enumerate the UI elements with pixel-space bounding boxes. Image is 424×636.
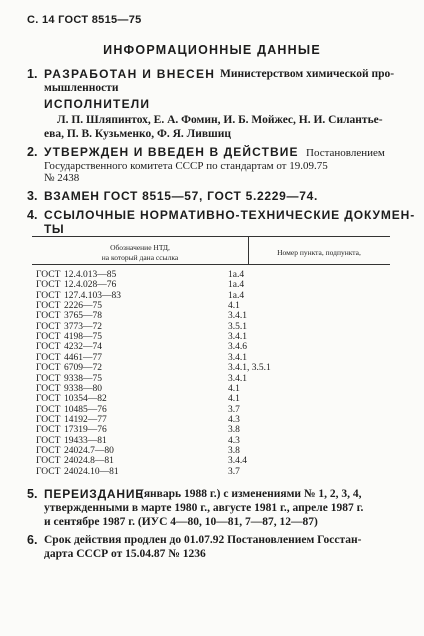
table-cell-number: 2226—75 <box>64 301 102 312</box>
table-row <box>32 301 390 311</box>
table-row <box>32 363 390 373</box>
table-cell-number: 24024.10—81 <box>64 466 119 477</box>
table-cell-gost: ГОСТ <box>36 394 61 405</box>
table-cell-gost: ГОСТ <box>36 311 61 322</box>
executors-caption: ИСПОЛНИТЕЛИ <box>44 97 151 111</box>
section-3-number: 3. <box>27 189 38 203</box>
table-row <box>32 415 390 425</box>
table-cell-point: 3.4.6 <box>228 342 247 353</box>
table-header-col1-line1: Обозначение НТД, <box>110 243 170 252</box>
section-1-text-line1: Министерством химической про- <box>220 68 395 80</box>
executors-line2: ева, П. В. Кузьменко, Ф. Я. Лившиц <box>44 128 232 140</box>
section-6-line2: дарта СССР от 15.04.87 № 1236 <box>44 548 206 560</box>
table-row <box>32 374 390 384</box>
section-4-caption-line1: ССЫЛОЧНЫЕ НОРМАТИВНО-ТЕХНИЧЕСКИЕ ДОКУМЕН- <box>44 208 416 222</box>
table-cell-point: 3.8 <box>228 425 240 436</box>
table-cell-gost: ГОСТ <box>36 414 61 425</box>
section-2-caption: УТВЕРЖДЕН И ВВЕДЕН В ДЕЙСТВИЕ <box>44 145 299 159</box>
table-cell-gost: ГОСТ <box>36 404 61 415</box>
table-row <box>32 291 390 301</box>
table-cell-gost: ГОСТ <box>36 290 61 301</box>
table-cell-number: 24024.7—80 <box>64 445 114 456</box>
table-row <box>32 394 390 404</box>
table-row <box>32 332 390 342</box>
table-cell-point: 3.4.1 <box>228 311 247 322</box>
table-cell-point: 3.4.1 <box>228 352 247 363</box>
table-cell-number: 19433—81 <box>64 435 107 446</box>
table-cell-gost: ГОСТ <box>36 425 61 436</box>
table-cell-number: 4232—74 <box>64 342 102 353</box>
section-5-line1: (январь 1988 г.) с изменениями № 1, 2, 3, 4, <box>140 488 362 500</box>
table-cell-point: 4.3 <box>228 435 240 446</box>
table-row <box>32 405 390 415</box>
table-header-col1-line2: на который дана ссылка <box>101 253 179 262</box>
table-cell-point: 3.7 <box>228 404 240 415</box>
table-cell-point: 3.5.1 <box>228 321 247 332</box>
table-cell-number: 6709—72 <box>64 363 102 374</box>
table-cell-point: 3.4.4 <box>228 456 247 467</box>
table-cell-number: 4461—77 <box>64 352 102 363</box>
section-2-number: 2. <box>27 145 38 159</box>
table-cell-gost: ГОСТ <box>36 456 61 467</box>
table-cell-gost: ГОСТ <box>36 383 61 394</box>
section-1-number: 1. <box>27 67 38 81</box>
table-cell-gost: ГОСТ <box>36 321 61 332</box>
table-cell-point: 3.8 <box>228 445 240 456</box>
table-cell-gost: ГОСТ <box>36 445 61 456</box>
table-cell-number: 127.4.103—83 <box>64 290 121 301</box>
table-cell-point: 1а.4 <box>228 280 245 291</box>
table-cell-point: 3.4.1 <box>228 373 247 384</box>
table-cell-gost: ГОСТ <box>36 270 61 280</box>
table-cell-number: 9338—75 <box>64 373 102 384</box>
table-cell-point: 4.1 <box>228 383 240 394</box>
table-row <box>32 467 390 477</box>
table-cell-point: 4.1 <box>228 394 240 405</box>
table-header-col2: Номер пункта, подпункта, <box>277 248 361 257</box>
section-2-text-line2: Государственного комитета СССР по стандартам от 19.09.75 <box>44 160 328 172</box>
section-6-line1: Срок действия продлен до 01.07.92 Постановлением Госстан- <box>44 534 362 546</box>
table-row <box>32 456 390 466</box>
table-cell-gost: ГОСТ <box>36 280 61 291</box>
table-cell-number: 10354—82 <box>64 394 107 405</box>
table-row <box>32 322 390 332</box>
table-cell-number: 9338—80 <box>64 383 102 394</box>
table-cell-gost: ГОСТ <box>36 435 61 446</box>
table-cell-gost: ГОСТ <box>36 301 61 312</box>
section-2-text-line1: Постановлением <box>306 147 385 159</box>
section-6-number: 6. <box>27 533 38 547</box>
table-top-rule <box>32 236 390 237</box>
table-cell-gost: ГОСТ <box>36 332 61 343</box>
table-cell-point: 3.4.1 <box>228 332 247 343</box>
table-cell-number: 24024.8—81 <box>64 456 114 467</box>
table-cell-gost: ГОСТ <box>36 342 61 353</box>
section-3-caption: ВЗАМЕН ГОСТ 8515—57, ГОСТ 5.2229—74. <box>44 189 319 203</box>
section-1-caption: РАЗРАБОТАН И ВНЕСЕН <box>44 67 216 81</box>
table-cell-point: 4.3 <box>228 414 240 425</box>
section-5-caption: ПЕРЕИЗДАНИЕ <box>44 487 145 501</box>
table-cell-point: 3.7 <box>228 466 240 477</box>
section-5-number: 5. <box>27 487 38 501</box>
section-4-number: 4. <box>27 208 38 222</box>
table-cell-gost: ГОСТ <box>36 466 61 477</box>
table-cell-number: 14192—77 <box>64 414 107 425</box>
table-cell-number: 3765—78 <box>64 311 102 322</box>
table-row <box>32 384 390 394</box>
section-4-caption-line2: ТЫ <box>44 222 65 236</box>
table-cell-number: 12.4.028—76 <box>64 280 117 291</box>
table-row <box>32 342 390 352</box>
table-row <box>32 446 390 456</box>
table-cell-gost: ГОСТ <box>36 363 61 374</box>
table-cell-number: 12.4.013—85 <box>64 270 117 280</box>
document-title: ИНФОРМАЦИОННЫЕ ДАННЫЕ <box>103 43 321 57</box>
section-2-text-line3: № 2438 <box>44 172 80 184</box>
table-cell-number: 10485—76 <box>64 404 107 415</box>
table-cell-number: 17319—76 <box>64 425 107 436</box>
section-1-text-line2: мышленности <box>44 82 119 94</box>
table-row <box>32 280 390 290</box>
table-row <box>32 353 390 363</box>
page-header: С. 14 ГОСТ 8515—75 <box>27 14 142 26</box>
table-cell-point: 4.1 <box>228 301 240 312</box>
table-cell-point: 1а.4 <box>228 270 245 280</box>
section-5-line2: утвержденными в марте 1980 г., августе 1981 г., апреле 1987 г. <box>44 502 364 514</box>
table-cell-point: 3.4.1, 3.5.1 <box>228 363 271 374</box>
table-row <box>32 436 390 446</box>
table-header-rule <box>32 264 390 265</box>
table-cell-number: 3773—72 <box>64 321 102 332</box>
section-5-line3: и сентябре 1987 г. (ИУС 4—80, 10—81, 7—87, 12—87) <box>44 516 318 528</box>
executors-line1: Л. П. Шляпинтох, Е. А. Фомин, И. Б. Мойжес, Н. И. Силантье- <box>57 114 383 126</box>
table-cell-gost: ГОСТ <box>36 373 61 384</box>
table-header-col1 <box>32 243 248 263</box>
table-row <box>32 425 390 435</box>
table-cell-number: 4198—75 <box>64 332 102 343</box>
table-row <box>32 311 390 321</box>
table-cell-point: 1а.4 <box>228 290 245 301</box>
table-row <box>32 270 390 280</box>
table-cell-gost: ГОСТ <box>36 352 61 363</box>
